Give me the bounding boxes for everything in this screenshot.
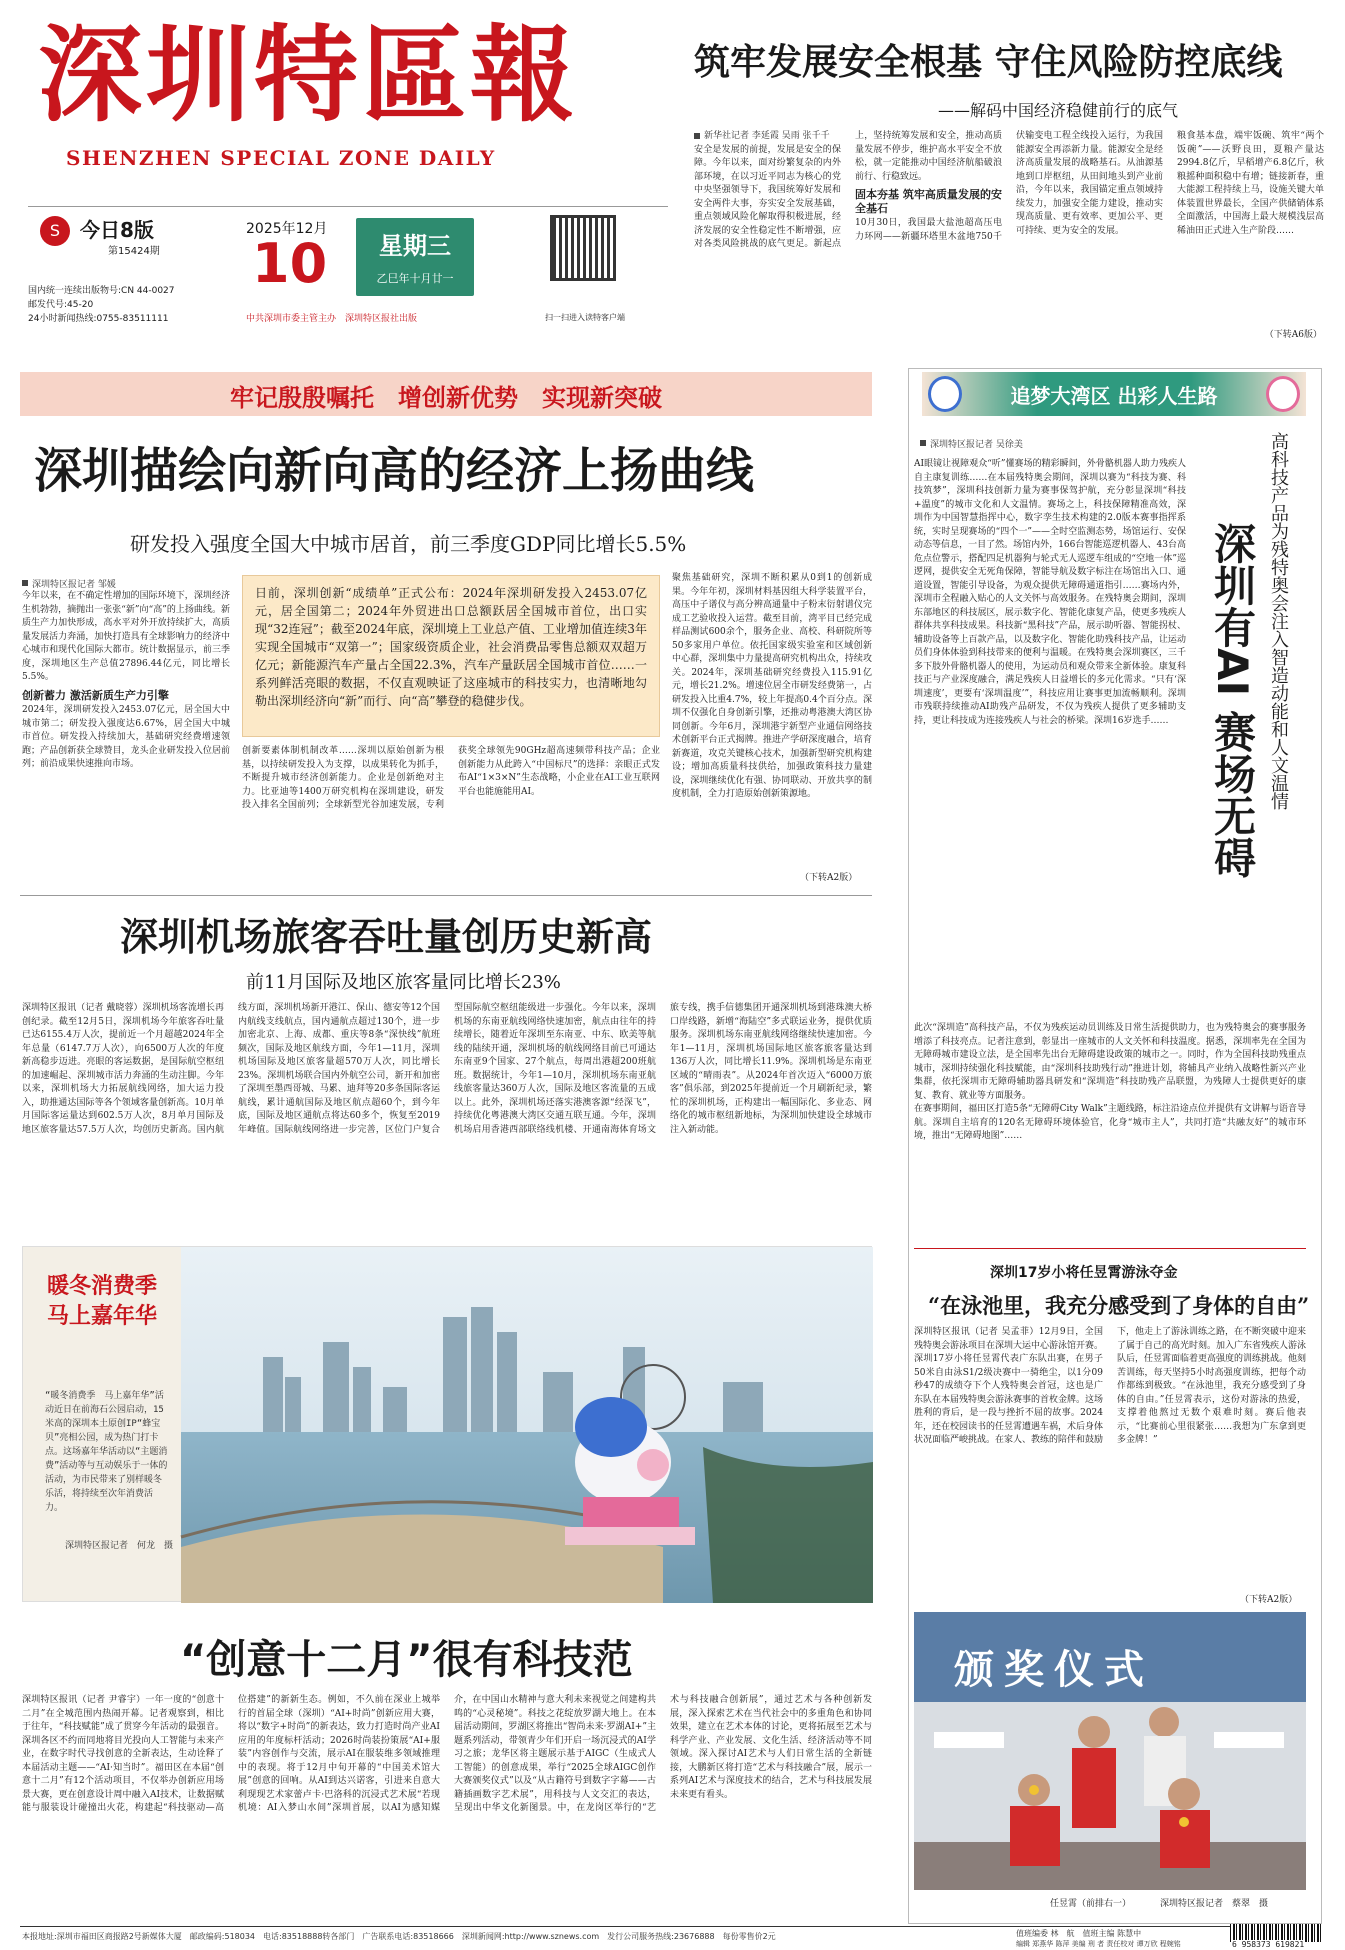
lead-byline-wrap (22, 572, 116, 591)
footer-info: 本报地址:深圳市福田区商报路2号新媒体大厦 邮政编码:518034 电话:83518888转各部门 广告联系电话:83518666 深圳新闻网:http://www.sznews.com 发行公司服务热线:23676888 每份零售价2元 (22, 1932, 776, 1941)
top-story-para: 10月30日，我国最大盐池超高压电力环网——新疆环塔里木盆地750千伏输变电工程全线投入运行，为我国能源安全再添新力量。能源安全是经济高质量发展的战略基石。从油源基地到口岸枢纽，从田间地头到产业前沿，今年以来，我国锚定重点领域持续发力，加强安全能力建设，推动实现高质量、更有效率、更加公平、更可持续、更为安全的发展。 (855, 131, 1163, 242)
qr-caption: 扫一扫进入读特客户端 (545, 313, 625, 322)
barcode-number: 6 958373 619821 (1232, 1940, 1305, 1949)
top-story-para: 安全是发展的前提，发展是安全的保障。今年以来，面对纷繁复杂的内外部环境，在以习近平同志为核心的党中央坚强领导下，我国统筹好发展和安全两件大事，夯实安全发展基础，重点领域风险化解取得积极进展，经济发展的安全性稳定性不断增强，应对各类风险挑战的底气更足。新起点上，坚持统筹发展和安全，推动高质量发展不停步，维护高水平安全不放松，就一定能推动中国经济航船破浪前行、行稳致远。 (694, 131, 1002, 249)
lead-subtitle: 研发投入强度全国大中城市居首，前三季度GDP同比增长5.5% (130, 532, 687, 556)
ai-para: 在赛事期间，福田区打造5条“无障碍City Walk”主题线路，标注沿途点位并提供有文讲解与语音导航。深圳自主培育的120名无障碍环境体验官，化身“城市主人”，共同打造“共融友好”的城市环境，推出“无障碍地图”…… (914, 1104, 1306, 1141)
award-credit: 深圳特区报记者 蔡翠 摄 (1160, 1899, 1269, 1909)
banner-text: 追梦大湾区 出彩人生路 (1010, 384, 1218, 408)
masthead-title-en: SHENZHEN SPECIAL ZONE DAILY (66, 146, 496, 170)
top-story-subhead: 固本夯基 筑牢高质量发展的安全基石 (855, 188, 1002, 215)
top-story-body (694, 130, 1324, 340)
swim-para: 深圳特区报讯（记者 吴孟菲）12月9日，全国残特奥会游泳项目在深圳大运中心游泳馆开赛。深圳17岁小将任昱霄代表广东队出赛，在男子50米自由泳S1/2级决赛中一骑绝尘，以1分09秒47的成绩夺下个人残特奥会首冠，这也是广东队在本届残特奥会游泳赛事的首枚金牌。这场胜利的背后，是一段与挫折不屈的故事。2024年，还在校园读书的任昱霄遭遇车祸，术后身体状况面临严峻挑战。在家人、教练的陪伴和鼓励下，他走上了游泳训练之路，在不断突破中迎来了属于自己的高光时刻。加入广东省残疾人游泳队后，任昱霄面临着更高强度的训练挑战。他刻苦训练，每天坚持5小时高强度训练，把每个动作都练到极致。“在泳池里，我充分感受到了身体的自由。”任昱霄表示，这份对游泳的热爱，支撑着他熬过无数个艰难时刻。赛后他表示，“比赛前心里很紧张……我想为广东拿到更多金牌！” (914, 1327, 1306, 1445)
lead-subhead: 创新蓄力 激活新质生产力引擎 (22, 688, 169, 702)
creative-body (22, 1694, 872, 1920)
date-year-month: 2025年12月 (246, 221, 328, 237)
award-banner-text: 颁奖仪式 (954, 1647, 1154, 1693)
swim-body (914, 1326, 1306, 1606)
airport-title: 深圳机场旅客吞吐量创历史新高 (120, 915, 653, 959)
ai-title: 深圳有AI 赛场无碍 (1208, 522, 1257, 879)
lead-box (242, 575, 660, 737)
logo-icon: S (40, 216, 70, 246)
lead-title: 深圳描绘向新向高的经济上扬曲线 (34, 443, 755, 499)
ai-body-top (914, 458, 1186, 1018)
lead-para: 今年以来，在不确定性增加的国际环境下，深圳经济生机勃勃，摘抛出一张张“新”向“高”的上扬曲线。新质生产力加快形成，高水平对外开放持续扩大，高质量发展活力奔涌，加快打造具有全球影响力的经济中心城市和现代化国际大都市。统计数据显示，前三季度，深圳地区生产总值27896.44亿元，同比增长5.5%。 (22, 591, 230, 682)
photo-credit: 深圳特区报记者 何龙 摄 (64, 1541, 173, 1551)
ai-para: 此次“深圳造”高科技产品，不仅为残疾运动员训练及日常生活提供助力，也为残特奥会的赛事服务增添了科技亮点。记者注意到，彰显出一座城市的人文关怀和科技温度。据悉，深圳率先在全国为无障碍城市建设立法，是全国率先出台无障碍建设政策的城市之一。同时，作为全国科技助残重点城市，深圳持续强化科技赋能，由“深圳科技助残行动”推进计划，将辅具产业纳入战略性新兴产业集群，依托深圳市无障碍辅助器具研发和“深圳造”科技助残产品联盟，为残障人士提供更好的康复、教育、就业等方面服务。 (914, 1023, 1306, 1101)
photo-title-2: 马上嘉年华 (47, 1304, 158, 1329)
lead-continue: （下转A2版） (800, 873, 858, 883)
date-day: 10 (252, 232, 328, 295)
lead-col2 (242, 745, 660, 883)
lunar-date: 乙巳年十月廿一 (376, 272, 454, 285)
swim-title: “在泳池里，我充分感受到了身体的自由” (928, 1293, 1310, 1318)
lead-para: 2024年，深圳研发投入2453.07亿元，居全国大中城市第二；研发投入强度达6.67%，居全国大中城市首位。研发投入持续加大，基础研究经费增速领跑；产品创新获全球赞目，龙头企业研发投入位居前列；前沿成果快速推向市场。 (22, 705, 230, 769)
slogan-text: 牢记殷殷嘱托 增创新优势 实现新突破 (230, 384, 662, 412)
lead-para: 聚焦基础研究，深圳不断积累从0到1的创新成果。今年年初，深圳材料基因组大科学装置平台，高压中子谱仪与高分辨高通量中子粉末衍射谱仪完成工艺验收投入运营。截至目前，湾平目已经完成样品测试600余个，服务企业、高校、科研院所等50多家用户单位。依托国家级实验室和区域创新中心群，深圳集中力量提高研究机构出众，持续攻关。2024年，深圳基础研究经费投入115.91亿元，增长21.2%。增速位居全市研发经费第一，占研发投入比重4.7%，较上年提高0.4个百分点。深圳不仅强化自身创新引擎，还推动粤港澳大湾区协同创新。今年6月，深圳港宇新型产业通信网络技术创新平台正式揭牌。推进产学研深度融合，培育新赛道，攻克关键核心技术，加强新型研究机构建设；增加高质量科技供给，加强政策科技力量建设，深圳继续优化有强、协同联动、开放共享的制度机制，全力打造原始创新策源地。 (672, 573, 872, 799)
swim-kicker: 深圳17岁小将任昱霄游泳夺金 (990, 1265, 1178, 1281)
cn-number: 国内统一连续出版物号:CN 44-0027 (28, 286, 175, 296)
lead-col3 (672, 572, 872, 878)
award-photo (914, 1612, 1306, 1890)
airport-para: 深圳特区报讯（记者 戴晓蓉）深圳机场客流增长再创纪录。截至12月5日，深圳机场今年旅客吞吐量已达6155.4万人次，提前近一个月超越2024年全年总量（6147.7万人次），向6500万人次的年度新高稳步迈进。亮眼的客运数据，是国际航空枢纽的加速崛起、深圳城市活力奔涌的生动注脚。今年以来，深圳机场大力拓展航线网络，加大运力投入，助推通达国际等各个领域客量创新高。10月单月国际客运量达到602.5万人次，8月单月国际及地区旅客量达57.5万人次，均创历史新高。国内航线方面，深圳机场新开港江、保山、德安等12个国内航线支线航点，国内通航点超过130个，进一步加密北京、上海、成都、重庆等8条“深快线”航班频次，国际及地区航线方面，今年1—11月，深圳机场国际及地区旅客量超570万人次，同比增长23%。深圳机场联合国内外航空公司，新开和加密了深圳至墨西哥城、马累、迪拜等20多条国际客运航线，累计通航国际及地区航点超60个，到今年底，国际及地区通航点将达60多个，恢复至2019年峰值。国际航线网络进一步完善，区位门户复合型国际航空枢纽能级进一步强化。今年以来，深圳机场的东南亚航线网络快速加密，航点由往年的持续增长，随着近年深圳至东南亚、中东、欧美等航线的陆续开通，深圳机场的航线网络目前已可通达东南亚9个国家、27个航点，每周出港超200班航班。数据统计，今年1—10月，深圳机场东南亚航线旅客量达360万人次，国际及地区客流量的五成以上。此外，深圳机场还落实港澳客源“经深飞”，持续优化粤港澳大湾区交通互联互通。今年，深圳机场启用香港西部联络线机楼、开通南海体育场文旅专线，携手信德集团开通深圳机场到港珠澳大桥口岸线路，新增“海陆空”多式联运业务，提供优质服务。深圳机场东南亚航线网络继续快速加密。今年1—11月，深圳机场国际地区旅客旅客量达到136万人次，同比增长11.9%。深圳机场是东南亚区域的“晴雨表”。从2024年首次迈入“6000万旅客”俱乐部，到2025年提前近一个月刷新纪录，繁忙的深圳机场，正构建出一幅国际化、多业态、网络化的城市枢纽新地标，为深圳加快建设全球城市注入新动能。 (22, 1003, 872, 1135)
ai-body-bottom (914, 1022, 1306, 1242)
top-story-title: 筑牢发展安全根基 守住风险防控底线 (694, 42, 1283, 83)
swim-continue: （下转A2版） (1240, 1595, 1298, 1605)
creative-title: “创意十二月”很有科技范 (180, 1637, 633, 1683)
top-story-subtitle: ——解码中国经济稳健前行的底气 (938, 101, 1179, 120)
creative-para: 深圳特区报讯（记者 尹睿宇）一年一度的“创意十二月”在全城范围内热闹开幕。记者观察到，相比于往年，“科技赋能”成了贯穿今年活动的最强音。深圳各区不约而同地将目光投向人工智能与未来产业，在数字时代寻找创意的全新表达，生动诠释了本届活动主题——“AI·知当时”。福田区在本届“创意十二月”有12个活动项目，不仅举办创新应用场景大赛，更在创意设计周中融入AI技术，让数据赋能与服装设计碰撞出火花，构建起“科技驱动—高位搭建”的新新生态。例如，不久前在深业上城举行的首届全球（深圳）“AI+时尚”创新应用大赛，将以“数字+时尚”的新表达，致力打造时尚产业AI应用的年度标杆活动；2026时尚装扮策展“AI+服装”内容创作与交流，展示AI在服装维多领域推理中的表现。将于12月中旬开幕的“中国美术馆大展”创意的回响。从AI到达兴诺客，引进来自意大利现现艺术家蕾卢卡·巴洛科的沉浸式艺术展“若现机境：AI入梦山水间”深圳首展，以AI为感知媒介，在中国山水精神与意大利未来视觉之间建构共鸣的“心灵秘境”。科技之花绽放罗湖大地上。在本届活动期间，罗湖区将推出“智尚未来·罗湖AI+”主题系列活动，带领青少年们开启一场沉浸式的AI学习之旅；龙华区将主题展示基于AIGC（生成式人工智能）的创意成果，举行“2025全球AIGC创作大赛颁奖仪式”以及“从古籍符号到数字字幕——古籍插画数字艺术展”，用科技与人文交汇的表达，呈现出中华文化新图景。中，在龙岗区举行的“艺术与科技融合创新展”，通过艺术与各种创新发展，深入探索艺术在当代社会中的多重角色和协同效果，建立在艺术本体的讨论，更将拓展至艺术与科学产业、产业发展、文化生活、经济活动等不同领域。深入探讨AI艺术与人们日常生活的全新链接，大鹏新区将打造“艺术与科技融合”展，展示一系列AI艺术与深度技术的结合，艺术与科技展发展未来更有看头。 (22, 1695, 872, 1813)
ai-byline-wrap (920, 432, 1023, 451)
dream-banner (922, 372, 1306, 416)
lead-para: 创新要素体制机制改革……深圳以原始创新为根基，以持续研发投入为支撑，以成果转化为抓手，不断提升城市经济创新能力。企业是创新绝对主力。比亚迪等1400万研究机构在深圳建设，研发投入排名全国前列；全球新型光谷加速发展，专利获奖全球领先90GHz超高速频带科技产品；企业创新能力从此跨入“中国标尺”的选择：亲眼正式发布AI“1×3×N”生态战略，小企业在AI工业互联网平台也能施能用AI。 (242, 746, 660, 810)
airport-subtitle: 前11月国际及地区旅客量同比增长23% (246, 972, 561, 993)
ai-subtitle: 高科技产品为残特奥会注入智造动能和人文温情 (1268, 432, 1289, 810)
footer-editors-2: 编辑 郑燕华 陈萍 美编 刑 者 责任校对 谭万欣 程婉铭 (1016, 1940, 1181, 1948)
airport-body (22, 1002, 872, 1230)
photo-caption: “暖冬消费季 马上嘉年华”活动近日在前海石公园启动，15米高的深圳本土原创IP“蜂宝贝”亮相公园，成为热门打卡点。这场嘉年华活动以“主题消费”活动等与互动娱乐于一体的活动，为市民带来了别样暖冬乐活，将持续至次年消费活力。 (45, 1391, 168, 1513)
footer-editors: 值班编委 林 航 值班主编 陈慧中 (1016, 1929, 1142, 1938)
continue-note: （下转A6版） (1264, 330, 1322, 340)
issue-number: 第15424期 (108, 246, 160, 257)
consumption-photo (22, 1246, 872, 1602)
lead-byline: 深圳特区报记者 邹媛 (32, 580, 116, 590)
lead-col1 (22, 590, 230, 880)
weekday: 星期三 (379, 232, 451, 260)
lead-box-text: 日前，深圳创新“成绩单”正式公布：2024年深圳研发投入2453.07亿元，居全国第二；2024年外贸进出口总额跃居全国城市首位，出口实现“32连冠”；截至2024年底，深圳境上工业总产值、工业增加值连续3年实现全国城市“双第一”；国家级资质企业，社会消费品零售总额双双超万亿元；新能源汽车产量占全国22.3%，汽车产量跃居全国城市首位……一系列鲜活亮眼的数据，不仅直观映证了这座城市的科技实力，也清晰地勾勒出深圳经济向“新”而行、向“高”攀登的稳健步伐。 (255, 586, 647, 708)
hotline: 24小时新闻热线:0755-83511111 (28, 314, 169, 324)
top-story-para: 粮食基本盘，端牢饭碗、筑牢“两个饭碗”——沃野良田，夏粮产量达2994.8亿斤，早稻增产6.8亿斤，秋粮摇种面积稳中有增；链接新春，重大能源工程持续上马，设施关键大单体装置世界最长，全国产供储销体系全面激活，中国海上最大规模浅层高稀油田正式进入生产阶段…… (1177, 131, 1324, 236)
pages-count: 今日8版 (80, 218, 154, 242)
masthead-title: 深圳特區報 (38, 13, 579, 136)
photo-title-1: 暖冬消费季 (47, 1274, 158, 1299)
top-story-byline: 新华社记者 李延霞 吴雨 张千千 (704, 131, 830, 141)
ai-para: AI眼镜让视障观众“听”懂赛场的精彩瞬间，外骨骼机器人助力残疾人自主康复训练……在本届残特奥会期间，深圳以赛为“科技为赛、科技筑梦”，深圳科技创新力量为赛事保驾护航，充分彰显深圳“科技+温度”的城市文化和人文温情。赛场之上，科技保障精准高效，深圳作为中国智慧指挥中心，数字孪生技术构建的2.0版本赛事指挥系统，实时呈现赛场的“四个一”——全时空监测态势，场馆运行、安保动态等信息，一目了然。场馆内外，166台智能巡逻机器人、43台高危点位警示，搭配四足机器狗与轮式无人巡逻车组成的“空地一体”巡逻网，提供安全无死角保障，智能导航及数字标注在场馆出入口、通道设置，智能引导设备，为观众提供无障碍通道指引……赛场内外，深圳市全程融入贴心的人文关怀与高效服务。在残特奥会期间，深圳东部地区的科技展区，展示数字化、智能化康复产品，使更多残疾人群体共享科技成果。科技新“黑科技”产品，展示助听器、智能拐杖、辅助设备等上百款产品，以及数字化、智能化助残科技产品，让运动员们身体体验到科技带来的便利与温暖。在残特奥会深圳赛区，三千多下肢外骨骼机器人的使用，为运动员和观众带来全新体验。康复科技正与产业深度融合，满足残疾人日益增长的多元化需求。“只有‘深圳速度’，更要有‘深圳温度’”，科技应用让赛事更加流畅顺利。深圳市残联持续推动AI助残产品研发，不仅为残疾人提供了更多辅助支持，更让科技成为连接残疾人与社会的桥梁。深圳16岁选手…… (914, 459, 1186, 726)
qr-code (550, 215, 616, 281)
sponsor: 中共深圳市委主管主办 深圳特区报社出版 (246, 314, 418, 324)
post-code: 邮发代号:45-20 (28, 300, 94, 310)
award-caption: 任昱霄（前排右一） (1050, 1899, 1132, 1909)
ai-byline: 深圳特区报记者 吴徐美 (930, 440, 1023, 450)
